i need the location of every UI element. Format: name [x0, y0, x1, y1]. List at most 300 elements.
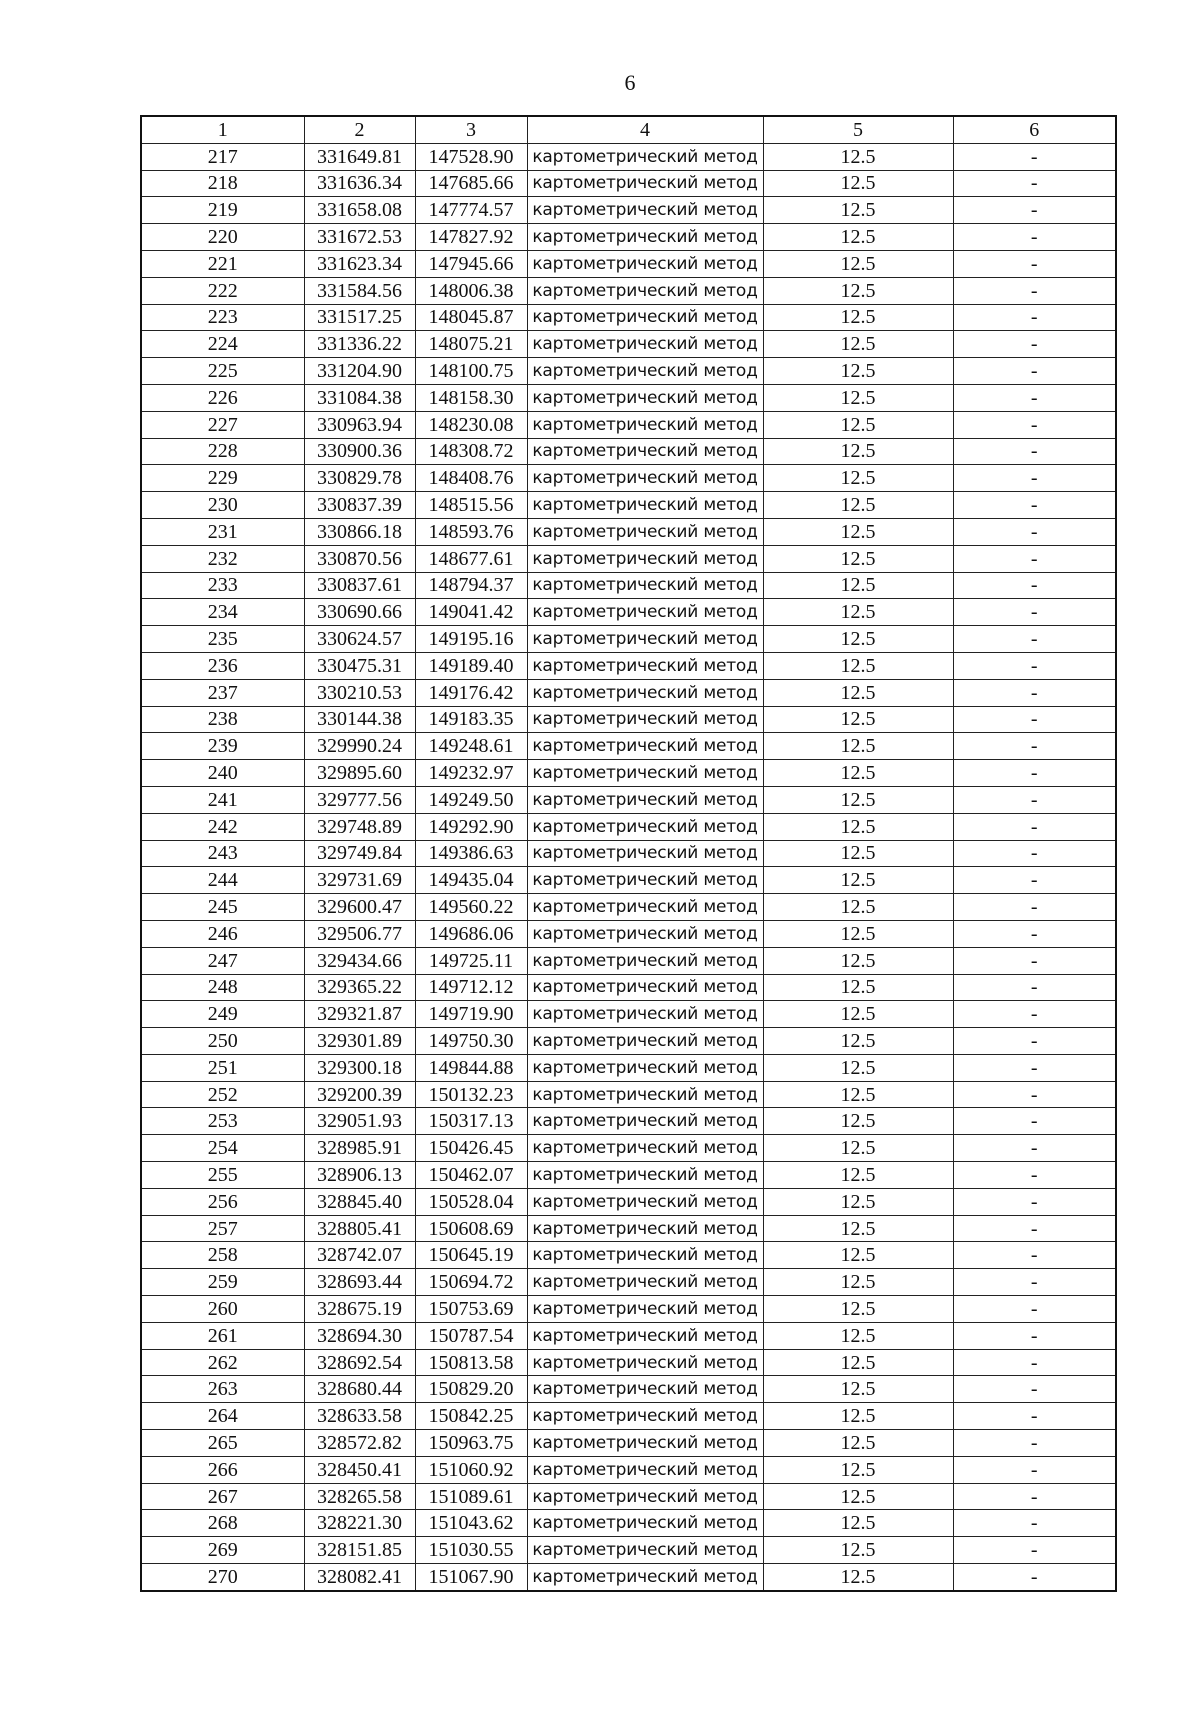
method-cell: картометрический метод: [527, 1483, 763, 1510]
method-cell: картометрический метод: [527, 411, 763, 438]
table-row: [141, 1054, 1116, 1081]
description-cell: -: [953, 1215, 1116, 1242]
point-number-cell: 247: [141, 947, 304, 974]
description-cell: -: [953, 1564, 1116, 1591]
description-cell: -: [953, 733, 1116, 760]
accuracy-cell: 12.5: [763, 438, 953, 465]
table-row: [141, 465, 1116, 492]
page-number: 6: [624, 70, 636, 95]
x-coordinate-cell: 331084.38: [304, 384, 415, 411]
accuracy-cell: 12.5: [763, 465, 953, 492]
description-cell: -: [953, 170, 1116, 197]
point-number-cell: 233: [141, 572, 304, 599]
point-number-cell: 240: [141, 760, 304, 787]
method-cell: картометрический метод: [527, 974, 763, 1001]
x-coordinate-cell: 329990.24: [304, 733, 415, 760]
accuracy-cell: 12.5: [763, 224, 953, 251]
method-cell: картометрический метод: [527, 599, 763, 626]
point-number-cell: 223: [141, 304, 304, 331]
point-number-cell: 217: [141, 143, 304, 170]
x-coordinate-cell: 330866.18: [304, 518, 415, 545]
description-cell: -: [953, 599, 1116, 626]
y-coordinate-cell: 149725.11: [415, 947, 527, 974]
x-coordinate-cell: 329731.69: [304, 867, 415, 894]
x-coordinate-cell: 329434.66: [304, 947, 415, 974]
point-number-cell: 251: [141, 1054, 304, 1081]
x-coordinate-cell: 331204.90: [304, 358, 415, 385]
accuracy-cell: 12.5: [763, 733, 953, 760]
method-cell: картометрический метод: [527, 1430, 763, 1457]
method-cell: картометрический метод: [527, 760, 763, 787]
x-coordinate-cell: 329600.47: [304, 894, 415, 921]
accuracy-cell: 12.5: [763, 143, 953, 170]
description-cell: -: [953, 1403, 1116, 1430]
x-coordinate-cell: 328680.44: [304, 1376, 415, 1403]
x-coordinate-cell: 328742.07: [304, 1242, 415, 1269]
x-coordinate-cell: 330829.78: [304, 465, 415, 492]
description-cell: -: [953, 1162, 1116, 1189]
x-coordinate-cell: 330900.36: [304, 438, 415, 465]
description-cell: -: [953, 1269, 1116, 1296]
method-cell: картометрический метод: [527, 1242, 763, 1269]
accuracy-cell: 12.5: [763, 760, 953, 787]
point-number-cell: 249: [141, 1001, 304, 1028]
method-cell: картометрический метод: [527, 1269, 763, 1296]
accuracy-cell: 12.5: [763, 1510, 953, 1537]
accuracy-cell: 12.5: [763, 1403, 953, 1430]
y-coordinate-cell: 149041.42: [415, 599, 527, 626]
accuracy-cell: 12.5: [763, 1215, 953, 1242]
y-coordinate-cell: 151089.61: [415, 1483, 527, 1510]
accuracy-cell: 12.5: [763, 197, 953, 224]
description-cell: -: [953, 465, 1116, 492]
accuracy-cell: 12.5: [763, 813, 953, 840]
point-number-cell: 221: [141, 250, 304, 277]
accuracy-cell: 12.5: [763, 1001, 953, 1028]
y-coordinate-cell: 149183.35: [415, 706, 527, 733]
x-coordinate-cell: 331584.56: [304, 277, 415, 304]
accuracy-cell: 12.5: [763, 626, 953, 653]
y-coordinate-cell: 149844.88: [415, 1054, 527, 1081]
point-number-cell: 252: [141, 1081, 304, 1108]
accuracy-cell: 12.5: [763, 652, 953, 679]
accuracy-cell: 12.5: [763, 599, 953, 626]
method-cell: картометрический метод: [527, 197, 763, 224]
accuracy-cell: 12.5: [763, 1054, 953, 1081]
description-cell: -: [953, 974, 1116, 1001]
x-coordinate-cell: 328692.54: [304, 1349, 415, 1376]
accuracy-cell: 12.5: [763, 384, 953, 411]
accuracy-cell: 12.5: [763, 1135, 953, 1162]
point-number-cell: 270: [141, 1564, 304, 1591]
method-cell: картометрический метод: [527, 894, 763, 921]
y-coordinate-cell: 151043.62: [415, 1510, 527, 1537]
accuracy-cell: 12.5: [763, 545, 953, 572]
description-cell: -: [953, 358, 1116, 385]
method-cell: картометрический метод: [527, 331, 763, 358]
x-coordinate-cell: 331517.25: [304, 304, 415, 331]
accuracy-cell: 12.5: [763, 518, 953, 545]
accuracy-cell: 12.5: [763, 867, 953, 894]
point-number-cell: 227: [141, 411, 304, 438]
x-coordinate-cell: 329365.22: [304, 974, 415, 1001]
accuracy-cell: 12.5: [763, 947, 953, 974]
description-cell: -: [953, 143, 1116, 170]
method-cell: картометрический метод: [527, 1403, 763, 1430]
description-cell: -: [953, 652, 1116, 679]
description-cell: -: [953, 760, 1116, 787]
y-coordinate-cell: 149189.40: [415, 652, 527, 679]
point-number-cell: 238: [141, 706, 304, 733]
point-number-cell: 228: [141, 438, 304, 465]
table-row: [141, 1537, 1116, 1564]
method-cell: картометрический метод: [527, 1001, 763, 1028]
accuracy-cell: 12.5: [763, 1376, 953, 1403]
point-number-cell: 260: [141, 1296, 304, 1323]
point-number-cell: 256: [141, 1188, 304, 1215]
table-row: [141, 1564, 1116, 1591]
x-coordinate-cell: 328450.41: [304, 1456, 415, 1483]
y-coordinate-cell: 150645.19: [415, 1242, 527, 1269]
y-coordinate-cell: 150317.13: [415, 1108, 527, 1135]
point-number-cell: 236: [141, 652, 304, 679]
y-coordinate-cell: 147827.92: [415, 224, 527, 251]
method-cell: картометрический метод: [527, 492, 763, 519]
point-number-cell: 250: [141, 1028, 304, 1055]
table-row: [141, 1215, 1116, 1242]
x-coordinate-cell: 329200.39: [304, 1081, 415, 1108]
x-coordinate-cell: 328151.85: [304, 1537, 415, 1564]
description-cell: -: [953, 867, 1116, 894]
point-number-cell: 258: [141, 1242, 304, 1269]
y-coordinate-cell: 148158.30: [415, 384, 527, 411]
method-cell: картометрический метод: [527, 1135, 763, 1162]
y-coordinate-cell: 148230.08: [415, 411, 527, 438]
y-coordinate-cell: 149248.61: [415, 733, 527, 760]
x-coordinate-cell: 330210.53: [304, 679, 415, 706]
description-cell: -: [953, 1001, 1116, 1028]
y-coordinate-cell: 150132.23: [415, 1081, 527, 1108]
table-row: [141, 1108, 1116, 1135]
method-cell: картометрический метод: [527, 1296, 763, 1323]
y-coordinate-cell: 149195.16: [415, 626, 527, 653]
table-row: [141, 1162, 1116, 1189]
description-cell: -: [953, 786, 1116, 813]
y-coordinate-cell: 148308.72: [415, 438, 527, 465]
y-coordinate-cell: 149176.42: [415, 679, 527, 706]
point-number-cell: 254: [141, 1135, 304, 1162]
x-coordinate-cell: 328572.82: [304, 1430, 415, 1457]
y-coordinate-cell: 150787.54: [415, 1322, 527, 1349]
y-coordinate-cell: 151067.90: [415, 1564, 527, 1591]
x-coordinate-cell: 330963.94: [304, 411, 415, 438]
x-coordinate-cell: 328845.40: [304, 1188, 415, 1215]
point-number-cell: 267: [141, 1483, 304, 1510]
point-number-cell: 244: [141, 867, 304, 894]
table-row: [141, 840, 1116, 867]
description-cell: -: [953, 840, 1116, 867]
x-coordinate-cell: 328805.41: [304, 1215, 415, 1242]
y-coordinate-cell: 149750.30: [415, 1028, 527, 1055]
y-coordinate-cell: 148045.87: [415, 304, 527, 331]
point-number-cell: 234: [141, 599, 304, 626]
description-cell: -: [953, 438, 1116, 465]
point-number-cell: 235: [141, 626, 304, 653]
table-row: [141, 1296, 1116, 1323]
description-cell: -: [953, 518, 1116, 545]
table-row: [141, 224, 1116, 251]
table-row: [141, 1188, 1116, 1215]
method-cell: картометрический метод: [527, 1510, 763, 1537]
table-row: [141, 652, 1116, 679]
y-coordinate-cell: 148006.38: [415, 277, 527, 304]
point-number-cell: 262: [141, 1349, 304, 1376]
point-number-cell: 263: [141, 1376, 304, 1403]
method-cell: картометрический метод: [527, 358, 763, 385]
accuracy-cell: 12.5: [763, 840, 953, 867]
method-cell: картометрический метод: [527, 250, 763, 277]
description-cell: -: [953, 411, 1116, 438]
accuracy-cell: 12.5: [763, 786, 953, 813]
method-cell: картометрический метод: [527, 143, 763, 170]
table-row: [141, 1081, 1116, 1108]
method-cell: картометрический метод: [527, 1322, 763, 1349]
accuracy-cell: 12.5: [763, 706, 953, 733]
table-row: [141, 867, 1116, 894]
table-row: [141, 1269, 1116, 1296]
description-cell: -: [953, 1537, 1116, 1564]
method-cell: картометрический метод: [527, 706, 763, 733]
point-number-cell: 229: [141, 465, 304, 492]
point-number-cell: 219: [141, 197, 304, 224]
method-cell: картометрический метод: [527, 304, 763, 331]
description-cell: -: [953, 1510, 1116, 1537]
description-cell: -: [953, 894, 1116, 921]
method-cell: картометрический метод: [527, 1108, 763, 1135]
table-row: [141, 250, 1116, 277]
column-header-1: 1: [141, 116, 304, 143]
x-coordinate-cell: 330837.61: [304, 572, 415, 599]
point-number-cell: 220: [141, 224, 304, 251]
x-coordinate-cell: 329300.18: [304, 1054, 415, 1081]
accuracy-cell: 12.5: [763, 1564, 953, 1591]
table-row: [141, 706, 1116, 733]
point-number-cell: 218: [141, 170, 304, 197]
table-row: [141, 438, 1116, 465]
accuracy-cell: 12.5: [763, 1537, 953, 1564]
header-row: [141, 116, 1116, 143]
y-coordinate-cell: 149560.22: [415, 894, 527, 921]
table-row: [141, 572, 1116, 599]
table-row: [141, 1028, 1116, 1055]
method-cell: картометрический метод: [527, 224, 763, 251]
table-row: [141, 733, 1116, 760]
table-row: [141, 920, 1116, 947]
table-row: [141, 599, 1116, 626]
y-coordinate-cell: 151060.92: [415, 1456, 527, 1483]
description-cell: -: [953, 1296, 1116, 1323]
x-coordinate-cell: 329748.89: [304, 813, 415, 840]
table-row: [141, 679, 1116, 706]
method-cell: картометрический метод: [527, 1081, 763, 1108]
accuracy-cell: 12.5: [763, 1430, 953, 1457]
table-row: [141, 170, 1116, 197]
accuracy-cell: 12.5: [763, 277, 953, 304]
x-coordinate-cell: 329321.87: [304, 1001, 415, 1028]
table-row: [141, 1483, 1116, 1510]
accuracy-cell: 12.5: [763, 1269, 953, 1296]
description-cell: -: [953, 920, 1116, 947]
accuracy-cell: 12.5: [763, 974, 953, 1001]
method-cell: картометрический метод: [527, 277, 763, 304]
x-coordinate-cell: 328265.58: [304, 1483, 415, 1510]
method-cell: картометрический метод: [527, 920, 763, 947]
x-coordinate-cell: 331658.08: [304, 197, 415, 224]
accuracy-cell: 12.5: [763, 1242, 953, 1269]
accuracy-cell: 12.5: [763, 1081, 953, 1108]
y-coordinate-cell: 150608.69: [415, 1215, 527, 1242]
point-number-cell: 268: [141, 1510, 304, 1537]
table-row: [141, 1510, 1116, 1537]
description-cell: -: [953, 572, 1116, 599]
point-number-cell: 230: [141, 492, 304, 519]
point-number-cell: 245: [141, 894, 304, 921]
accuracy-cell: 12.5: [763, 331, 953, 358]
description-cell: -: [953, 1135, 1116, 1162]
method-cell: картометрический метод: [527, 1537, 763, 1564]
method-cell: картометрический метод: [527, 840, 763, 867]
method-cell: картометрический метод: [527, 1349, 763, 1376]
method-cell: картометрический метод: [527, 384, 763, 411]
description-cell: -: [953, 1483, 1116, 1510]
y-coordinate-cell: 150528.04: [415, 1188, 527, 1215]
description-cell: -: [953, 250, 1116, 277]
description-cell: -: [953, 626, 1116, 653]
table-row: [141, 626, 1116, 653]
y-coordinate-cell: 148408.76: [415, 465, 527, 492]
point-number-cell: 248: [141, 974, 304, 1001]
description-cell: -: [953, 1081, 1116, 1108]
x-coordinate-cell: 331672.53: [304, 224, 415, 251]
point-number-cell: 239: [141, 733, 304, 760]
column-header-2: 2: [304, 116, 415, 143]
method-cell: картометрический метод: [527, 679, 763, 706]
accuracy-cell: 12.5: [763, 492, 953, 519]
column-header-6: 6: [953, 116, 1116, 143]
x-coordinate-cell: 331649.81: [304, 143, 415, 170]
table-row: [141, 947, 1116, 974]
point-number-cell: 232: [141, 545, 304, 572]
y-coordinate-cell: 149719.90: [415, 1001, 527, 1028]
table-row: [141, 331, 1116, 358]
y-coordinate-cell: 150963.75: [415, 1430, 527, 1457]
description-cell: -: [953, 331, 1116, 358]
y-coordinate-cell: 149435.04: [415, 867, 527, 894]
y-coordinate-cell: 148593.76: [415, 518, 527, 545]
description-cell: -: [953, 197, 1116, 224]
table-row: [141, 786, 1116, 813]
point-number-cell: 265: [141, 1430, 304, 1457]
accuracy-cell: 12.5: [763, 1108, 953, 1135]
table-row: [141, 1349, 1116, 1376]
y-coordinate-cell: 148677.61: [415, 545, 527, 572]
y-coordinate-cell: 150842.25: [415, 1403, 527, 1430]
x-coordinate-cell: 330144.38: [304, 706, 415, 733]
method-cell: картометрический метод: [527, 1456, 763, 1483]
table-row: [141, 197, 1116, 224]
method-cell: картометрический метод: [527, 786, 763, 813]
point-number-cell: 226: [141, 384, 304, 411]
description-cell: -: [953, 545, 1116, 572]
description-cell: -: [953, 1430, 1116, 1457]
x-coordinate-cell: 329777.56: [304, 786, 415, 813]
y-coordinate-cell: 149386.63: [415, 840, 527, 867]
method-cell: картометрический метод: [527, 947, 763, 974]
point-number-cell: 261: [141, 1322, 304, 1349]
method-cell: картометрический метод: [527, 626, 763, 653]
method-cell: картометрический метод: [527, 1162, 763, 1189]
description-cell: -: [953, 384, 1116, 411]
point-number-cell: 257: [141, 1215, 304, 1242]
description-cell: -: [953, 1349, 1116, 1376]
accuracy-cell: 12.5: [763, 572, 953, 599]
accuracy-cell: 12.5: [763, 1349, 953, 1376]
accuracy-cell: 12.5: [763, 250, 953, 277]
table-row: [141, 1376, 1116, 1403]
table-row: [141, 143, 1116, 170]
description-cell: -: [953, 1108, 1116, 1135]
y-coordinate-cell: 150462.07: [415, 1162, 527, 1189]
table-row: [141, 1322, 1116, 1349]
accuracy-cell: 12.5: [763, 920, 953, 947]
description-cell: -: [953, 1028, 1116, 1055]
method-cell: картометрический метод: [527, 1054, 763, 1081]
y-coordinate-cell: 149686.06: [415, 920, 527, 947]
method-cell: картометрический метод: [527, 733, 763, 760]
table-row: [141, 277, 1116, 304]
y-coordinate-cell: 149292.90: [415, 813, 527, 840]
point-number-cell: 231: [141, 518, 304, 545]
x-coordinate-cell: 328633.58: [304, 1403, 415, 1430]
point-number-cell: 259: [141, 1269, 304, 1296]
description-cell: -: [953, 277, 1116, 304]
coordinates-table: [140, 115, 1117, 1592]
method-cell: картометрический метод: [527, 813, 763, 840]
point-number-cell: 255: [141, 1162, 304, 1189]
table-row: [141, 1430, 1116, 1457]
accuracy-cell: 12.5: [763, 1188, 953, 1215]
x-coordinate-cell: 329051.93: [304, 1108, 415, 1135]
table-row: [141, 1001, 1116, 1028]
x-coordinate-cell: 329506.77: [304, 920, 415, 947]
description-cell: -: [953, 1376, 1116, 1403]
table-row: [141, 358, 1116, 385]
table-body: [141, 143, 1116, 1591]
y-coordinate-cell: 149232.97: [415, 760, 527, 787]
x-coordinate-cell: 331623.34: [304, 250, 415, 277]
x-coordinate-cell: 331636.34: [304, 170, 415, 197]
x-coordinate-cell: 330870.56: [304, 545, 415, 572]
accuracy-cell: 12.5: [763, 1028, 953, 1055]
point-number-cell: 241: [141, 786, 304, 813]
x-coordinate-cell: 328906.13: [304, 1162, 415, 1189]
description-cell: -: [953, 1054, 1116, 1081]
table-row: [141, 974, 1116, 1001]
y-coordinate-cell: 148794.37: [415, 572, 527, 599]
y-coordinate-cell: 150694.72: [415, 1269, 527, 1296]
method-cell: картометрический метод: [527, 518, 763, 545]
method-cell: картометрический метод: [527, 1028, 763, 1055]
